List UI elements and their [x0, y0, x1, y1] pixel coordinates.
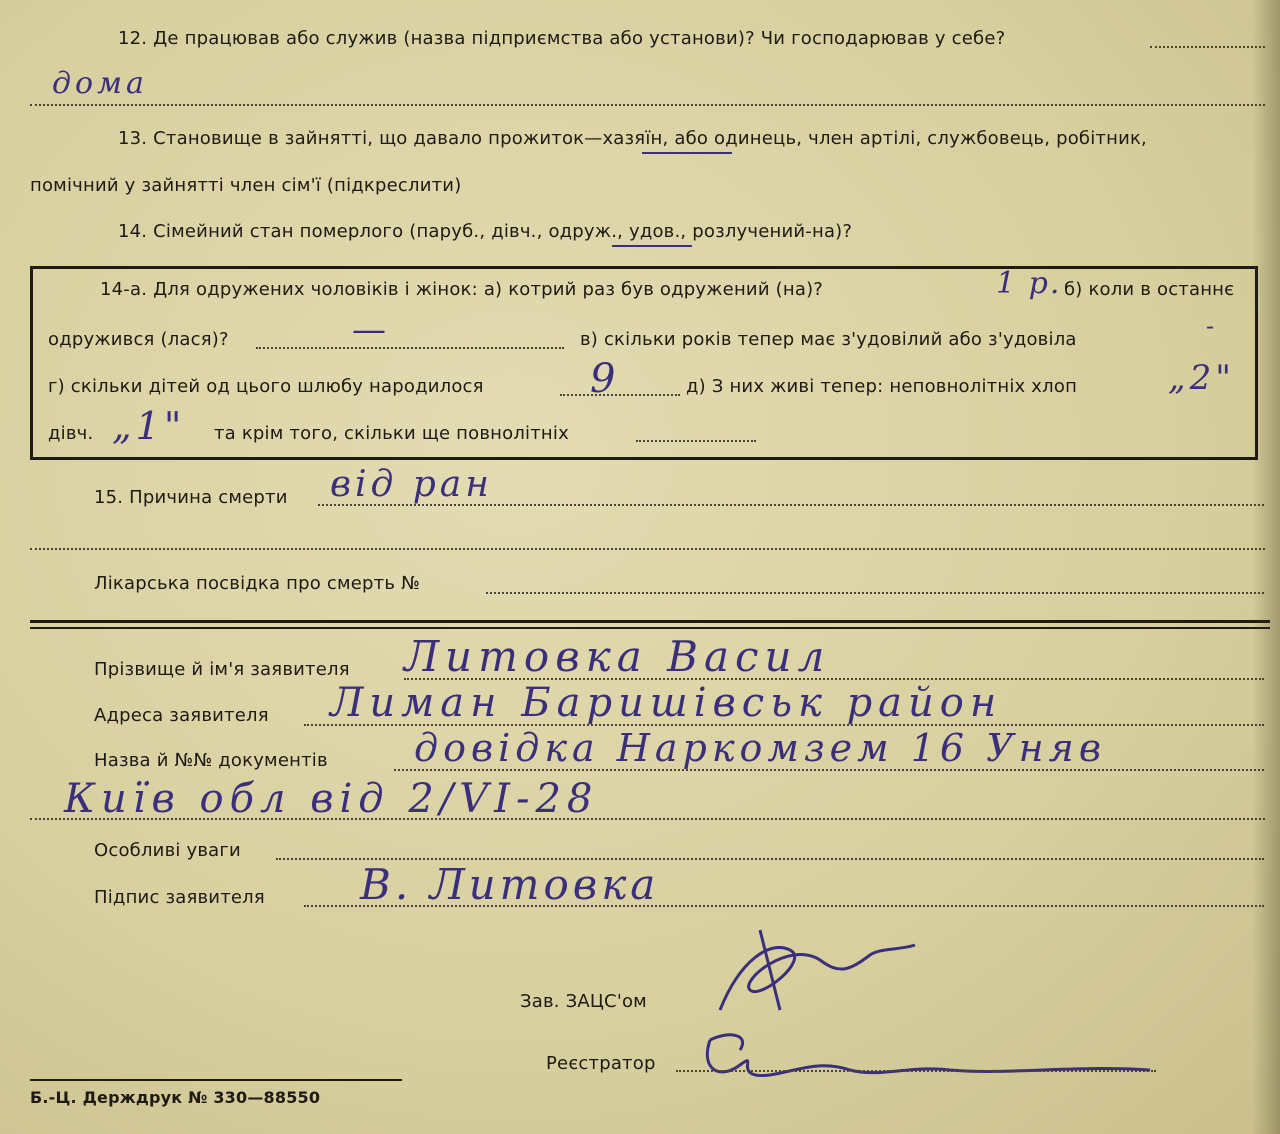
section-divider [30, 620, 1270, 623]
applicant-address-label: Адреса заявителя [94, 705, 269, 726]
dotted-line [676, 1070, 1156, 1072]
registrar-label: Реєстратор [546, 1053, 656, 1074]
answer-14a-d-boys-handwritten: „2" [1168, 358, 1235, 398]
answer-14a-v-handwritten: - [1206, 312, 1219, 340]
question-14a-adults: та крім того, скільки ще повнолітніх [214, 423, 569, 444]
notes-label: Особливі уваги [94, 840, 241, 861]
dotted-line [30, 104, 1265, 106]
question-14a-v: в) скільки років тепер має з'удовілий або з'удовіла [580, 329, 1077, 350]
question-12: 12. Де працював або служив (назва підприємства або установи)? Чи господарював у себе? [118, 28, 1006, 49]
dotted-line [394, 769, 1264, 771]
registrar-signature [690, 1020, 1190, 1100]
question-14a-d: д) З них живі тепер: неповнолітніх хлоп [686, 376, 1078, 397]
question-13-line-2: помічний у зайнятті член сім'ї (підкреслити) [30, 175, 462, 196]
medical-certificate-label: Лікарська посвідка про смерть № [94, 573, 420, 594]
printer-imprint: Б.-Ц. Держдрук № 330—88550 [30, 1088, 321, 1107]
documents-line-2-handwritten: Київ обл від 2/VI-28 [64, 776, 599, 822]
applicant-signature-label: Підпис заявителя [94, 887, 265, 908]
dotted-line [636, 440, 756, 442]
dotted-line [560, 394, 680, 396]
question-14a-a: 14-а. Для одружених чоловіків і жінок: а) котрий раз був одружений (на)? [100, 279, 824, 300]
question-14a-g: г) скільки дітей од цього шлюбу народилося [48, 376, 484, 397]
answer-14a-a-handwritten: 1 р. [996, 266, 1062, 301]
applicant-name-handwritten: Литовка Васил [404, 632, 831, 681]
documents-line-1-handwritten: довідка Наркомзем 16 Уняв [414, 726, 1106, 770]
footer-divider [30, 1079, 402, 1081]
question-14: 14. Сімейний стан померлого (паруб., дівч., одруж., удов., розлучений-на)? [118, 221, 853, 242]
answer-14a-girls-handwritten: „1" [112, 404, 186, 448]
dotted-line [1150, 46, 1265, 48]
page-edge-shadow [1252, 0, 1280, 1134]
documents-label: Назва й №№ документів [94, 750, 328, 771]
zags-head-label: Зав. ЗАЦС'ом [520, 991, 647, 1012]
question-13-line-1: 13. Становище в зайнятті, що давало прожиток—хазяїн, або одинець, член артілі, службовець, робітник, [118, 128, 1147, 149]
zags-head-signature [700, 920, 960, 1030]
applicant-signature-handwritten: В. Литовка [360, 860, 660, 909]
question-14a-b: б) коли в останнє [1064, 279, 1235, 300]
dotted-line [304, 905, 1264, 907]
question-14a-girls: дівч. [48, 423, 94, 444]
dotted-line [486, 592, 1264, 594]
underline-mark [612, 245, 692, 247]
applicant-name-label: Прізвище й ім'я заявителя [94, 659, 350, 680]
dotted-line [30, 548, 1265, 550]
dotted-line [30, 818, 1265, 820]
answer-14a-g-handwritten: 9 [590, 356, 620, 402]
answer-14a-b-handwritten: — [352, 310, 390, 350]
question-14a-b-cont: одружився (лася)? [48, 329, 229, 350]
underline-mark [642, 152, 732, 154]
dotted-line [318, 504, 1264, 506]
answer-15-handwritten: від ран [330, 464, 493, 505]
section-divider [30, 627, 1270, 629]
dotted-line [256, 347, 564, 349]
applicant-address-handwritten: Лиман Баришівськ район [330, 680, 1003, 726]
question-15: 15. Причина смерти [94, 487, 288, 508]
answer-12-handwritten: дома [52, 66, 148, 101]
